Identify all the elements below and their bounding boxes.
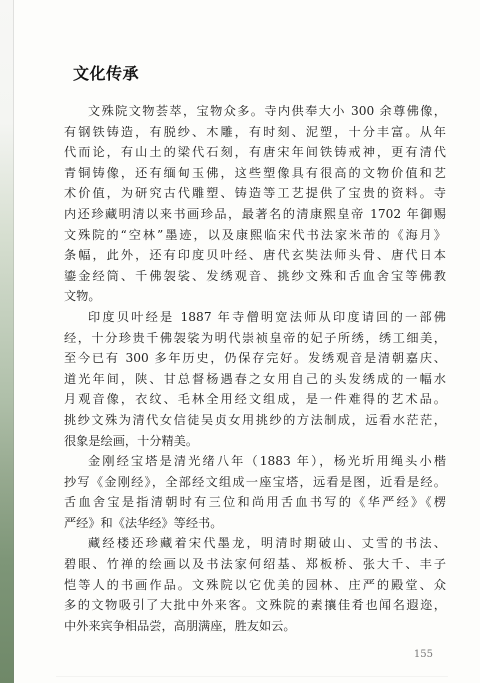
paragraph-line: 挑纱文殊为清代女信徒吴贞女用挑纱的方法制成，远看水茫茫，: [64, 412, 446, 427]
page-bottom-divider: [56, 676, 448, 677]
paragraph-line: 经，十分珍贵千佛袈裟为明代崇祯皇帝的妃子所绣，绣工细美，: [64, 330, 446, 345]
paragraph-line: 碧眼、竹禅的绘画以及书法家何绍基、郑板桥、张大千、丰子: [64, 557, 446, 572]
paragraph-line: 文殊院的“空林”墨迹，以及康熙临宋代书法家米芾的《海月》: [64, 227, 446, 242]
paragraph-line: 文物。: [64, 289, 101, 304]
paragraph-line: 多的文物吸引了大批中外来客。文殊院的素攘佳肴也闻名遐迩，: [64, 598, 446, 613]
paragraph-line: 文殊院文物荟萃，宝物众多。寺内供奉大小 300 余尊佛像，: [88, 104, 446, 118]
paragraph-line: 条幅，此外，还有印度贝叶经、唐代玄奘法师头骨、唐代日本: [64, 248, 446, 263]
paragraph-line: 青铜铸像，还有缅甸玉佛，这些塑像具有很高的文物价值和艺: [64, 165, 446, 180]
document-body: [64, 101, 446, 636]
paragraph-line: 金刚经宝塔是清光绪八年（1883 年），杨光圻用绳头小楷: [88, 454, 446, 469]
decorative-edge-strip: [0, 0, 14, 683]
paragraph-line: 舌血舍宝是指清朝时有三位和尚用舌血书写的《华严经》《楞: [64, 495, 446, 510]
paragraph-line: 印度贝叶经是 1887 年寺僧明宽法师从印度请回的一部佛: [88, 309, 446, 324]
paragraph-line: 道光年间，陕、甘总督杨遇春之女用自己的头发绣成的一幅水: [64, 371, 446, 386]
paragraph-1: [64, 101, 446, 307]
page-number: 155: [413, 649, 433, 660]
paragraph-line: 内还珍藏明清以来书画珍品，最著名的清康熙皇帝 1702 年御赐: [64, 206, 446, 221]
paragraph-line: 抄写《金刚经》，全部经文组成一座宝塔，远看是图，近看是经。: [64, 474, 446, 489]
paragraph-3: [64, 451, 446, 533]
paragraph-line: 代而论，有山土的梁代石刻，有唐宋年间铁铸戒神，更有清代: [64, 145, 446, 160]
paragraph-4: [64, 533, 446, 636]
paragraph-line: 很象是绘画，十分精美。: [64, 433, 199, 448]
section-title: 文化传承: [73, 64, 140, 83]
paragraph-line: 有钢铁铸造，有脱纱、木雕，有时刻、泥塑，十分丰富。从年: [64, 124, 446, 139]
paragraph-2: [64, 307, 446, 451]
paragraph-line: 月观音像，衣纹、毛林全用经文组成，是一件难得的艺术品。: [64, 392, 446, 407]
paragraph-line: 中外来宾争相品尝，高朋满座，胜友如云。: [64, 618, 296, 633]
paragraph-line: 至今已有 300 多年历史，仍保存完好。发绣观音是清朝嘉庆、: [64, 351, 446, 366]
paragraph-line: 严经》和《法华经》等经书。: [64, 515, 223, 530]
paragraph-line: 鎏金经筒、千佛袈裟、发绣观音、挑纱文殊和舌血舍宝等佛教: [64, 268, 446, 283]
paragraph-line: 术价值，为研究古代雕塑、铸造等工艺提供了宝贵的资料。寺: [64, 186, 446, 201]
paragraph-line: 藏经楼还珍藏着宋代墨龙，明清时期破山、丈雪的书法、: [88, 536, 446, 551]
paragraph-line: 恺等人的书画作品。文殊院以它优美的园林、庄严的殿堂、众: [64, 577, 446, 592]
